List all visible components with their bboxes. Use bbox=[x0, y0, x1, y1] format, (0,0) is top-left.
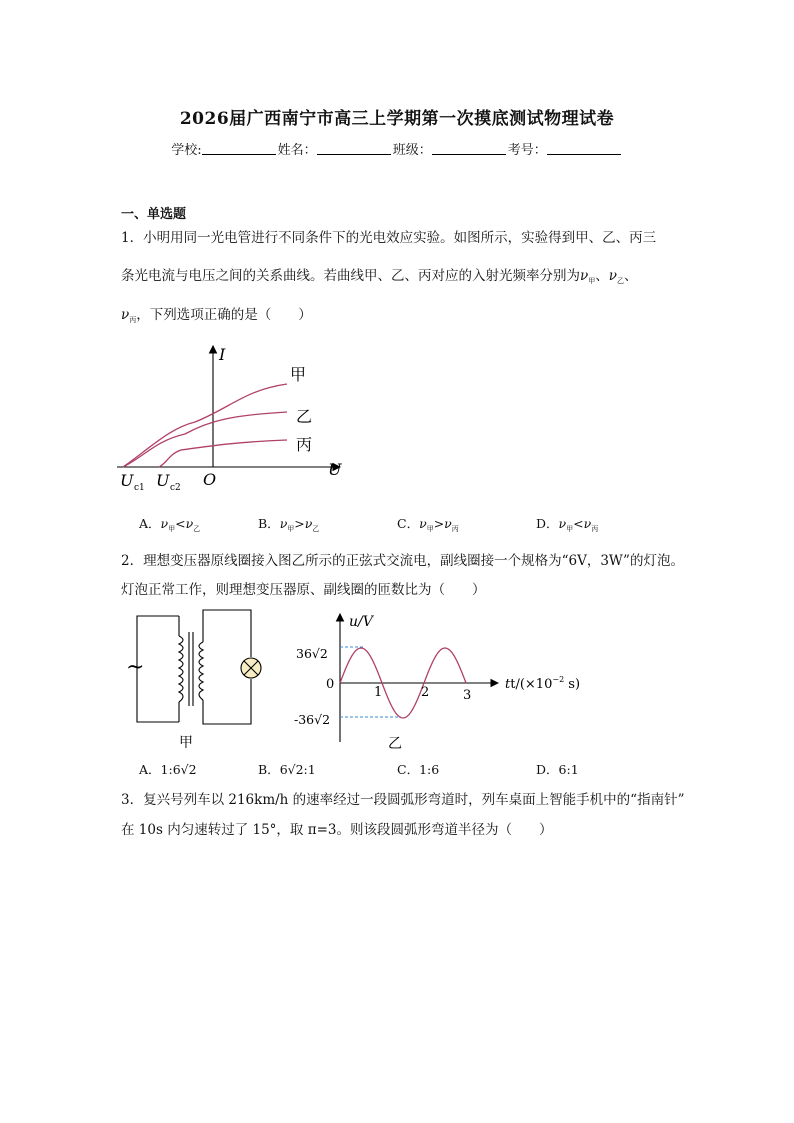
number-label: 考号： bbox=[507, 143, 547, 158]
option-operator: < bbox=[175, 516, 186, 531]
option-lhs: ν bbox=[419, 516, 427, 531]
figure-caption-yi: 乙 bbox=[388, 736, 402, 752]
class-label: 班级： bbox=[392, 143, 432, 158]
q1-line3-text: ，下列选项正确的是（ ） bbox=[136, 307, 312, 323]
ac-voltage-graph bbox=[292, 604, 592, 752]
q1-line2 bbox=[121, 266, 637, 291]
option-label: A． bbox=[139, 516, 161, 531]
y-tick-positive: 36√2 bbox=[296, 646, 328, 661]
nu-sub-jia: 甲 bbox=[588, 277, 596, 285]
uc1-label: U bbox=[120, 471, 134, 490]
option-rhs-sub: 乙 bbox=[312, 525, 320, 533]
option-text: 6√2:1 bbox=[279, 762, 316, 777]
separator: 、 bbox=[623, 268, 638, 284]
option-rhs: ν bbox=[444, 516, 452, 531]
t-tick-3: 3 bbox=[463, 688, 472, 703]
option-label: C． bbox=[397, 762, 420, 777]
q2-line1: 2．理想变压器原线圈接入图乙所示的正弦式交流电，副线圈接一个规格为“6V，3W”的灯泡。 bbox=[121, 553, 684, 569]
ac-source-symbol: ~ bbox=[126, 655, 145, 680]
photoelectric-iu-figure bbox=[115, 338, 355, 498]
curve-yi bbox=[123, 412, 287, 467]
option-text: 6:1 bbox=[558, 762, 579, 777]
option-label: A． bbox=[139, 762, 161, 777]
option-text: 1:6√2 bbox=[160, 762, 197, 777]
option-label: D． bbox=[536, 762, 559, 777]
option-rhs: ν bbox=[304, 516, 313, 531]
uc2-sub: c2 bbox=[170, 483, 181, 493]
school-blank bbox=[202, 142, 276, 155]
nu-sub-yi: 乙 bbox=[616, 277, 624, 285]
figure-caption-jia: 甲 bbox=[179, 735, 193, 751]
page-title: 2026届广西南宁市高三上学期第一次摸底测试物理试卷 bbox=[179, 109, 615, 129]
secondary-wire-bottom bbox=[203, 679, 251, 724]
nu-symbol: ν bbox=[121, 307, 130, 323]
option-label: D． bbox=[536, 516, 559, 531]
t-axis-label: $tt/(\times 10^{-2}$ s) bbox=[505, 675, 581, 692]
q1-option-c[interactable] bbox=[397, 514, 459, 534]
name-blank bbox=[317, 142, 391, 155]
option-lhs: ν bbox=[558, 516, 567, 531]
q2-option-a[interactable] bbox=[139, 760, 197, 778]
nu-sub-bing: 丙 bbox=[129, 316, 137, 324]
option-label: B． bbox=[258, 516, 280, 531]
curve-bing bbox=[159, 440, 287, 467]
option-lhs-sub: 甲 bbox=[426, 525, 434, 533]
secondary-wire-top bbox=[203, 610, 251, 657]
uc2-label: U bbox=[156, 471, 170, 490]
q2-option-d[interactable] bbox=[536, 760, 579, 778]
curve-label-yi: 乙 bbox=[296, 407, 313, 426]
q1-line1: 1．小明用同一光电管进行不同条件下的光电效应实验。如图所示，实验得到甲、乙、丙三 bbox=[121, 230, 657, 246]
option-operator: > bbox=[294, 516, 305, 531]
q2-option-b[interactable] bbox=[258, 760, 316, 778]
t-tick-2: 2 bbox=[421, 685, 430, 700]
school-label: 学校: bbox=[171, 143, 202, 158]
option-lhs-sub: 甲 bbox=[566, 525, 574, 533]
option-rhs-sub: 丙 bbox=[451, 525, 459, 533]
q2-option-c[interactable] bbox=[397, 760, 439, 778]
q1-option-b[interactable] bbox=[258, 514, 319, 534]
origin-label: O bbox=[203, 470, 217, 489]
q1-option-d[interactable] bbox=[536, 514, 598, 534]
separator: 、 bbox=[595, 268, 609, 284]
curve-label-bing: 丙 bbox=[296, 435, 313, 454]
nu-symbol: ν bbox=[608, 268, 617, 284]
nu-symbol: ν bbox=[580, 268, 589, 284]
axis-label-i: I bbox=[219, 345, 226, 364]
option-label: B． bbox=[258, 762, 280, 777]
student-info-line bbox=[0, 139, 794, 158]
option-operator: > bbox=[433, 516, 445, 531]
origin-zero: 0 bbox=[326, 677, 335, 692]
q3-line1: 3．复兴号列车以 216km/h 的速率经过一段圆弧形弯道时，列车桌面上智能手机中的“指南针” bbox=[121, 792, 685, 808]
axis-label-u: U bbox=[328, 460, 342, 479]
option-lhs: ν bbox=[160, 516, 169, 531]
option-lhs-sub: 甲 bbox=[287, 525, 295, 533]
u-axis-label: u/V bbox=[349, 614, 373, 630]
q1-option-a[interactable] bbox=[139, 514, 200, 534]
name-label: 姓名： bbox=[277, 143, 317, 158]
y-tick-negative: -36√2 bbox=[294, 712, 331, 727]
uc1-sub: c1 bbox=[134, 483, 145, 493]
q1-line3 bbox=[121, 305, 312, 330]
number-blank bbox=[547, 142, 621, 155]
option-lhs-sub: 甲 bbox=[168, 525, 176, 533]
curve-label-jia: 甲 bbox=[290, 365, 307, 384]
option-rhs-sub: 乙 bbox=[193, 525, 201, 533]
class-blank bbox=[432, 142, 506, 155]
primary-coil bbox=[179, 636, 183, 702]
option-rhs: ν bbox=[185, 516, 194, 531]
option-rhs: ν bbox=[583, 516, 592, 531]
q1-line2-text: 条光电流与电压之间的关系曲线。若曲线甲、乙、丙对应的入射光频率分别为 bbox=[121, 268, 580, 284]
section-heading: 一、单选题 bbox=[121, 207, 187, 222]
q2-line2: 灯泡正常工作，则理想变压器原、副线圈的匝数比为（ ） bbox=[121, 582, 486, 598]
option-lhs: ν bbox=[279, 516, 288, 531]
t-tick-1: 1 bbox=[374, 685, 383, 700]
secondary-coil bbox=[199, 642, 203, 700]
transformer-circuit-figure bbox=[125, 606, 265, 752]
q3-line2: 在 10s 内匀速转过了 15°，取 π=3。则该段圆弧形弯道半径为（ ） bbox=[121, 822, 553, 838]
option-operator: < bbox=[573, 516, 584, 531]
option-text: 1:6 bbox=[419, 762, 440, 777]
option-label: C． bbox=[397, 516, 420, 531]
option-rhs-sub: 丙 bbox=[591, 525, 599, 533]
